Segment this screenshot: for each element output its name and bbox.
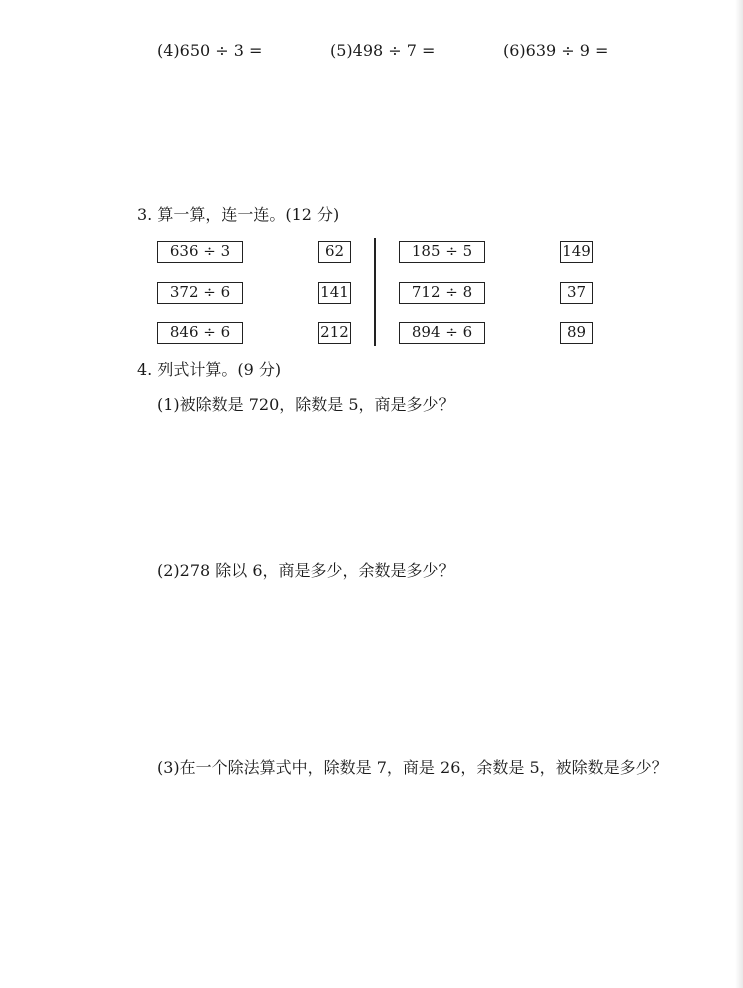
- right-expression-box: 712 ÷ 8: [399, 282, 485, 304]
- left-expression-box: 372 ÷ 6: [157, 282, 243, 304]
- left-answer-box: 212: [318, 322, 351, 344]
- problem-5: (5)498 ÷ 7 =: [330, 41, 436, 60]
- right-expression-box: 185 ÷ 5: [399, 241, 485, 263]
- left-answer-box: 141: [318, 282, 351, 304]
- page-edge-shadow: [735, 0, 743, 988]
- section-4-heading: 4. 列式计算。(9 分): [137, 360, 282, 379]
- question-3: (3)在一个除法算式中，除数是 7，商是 26，余数是 5，被除数是多少？: [157, 758, 668, 777]
- problem-4: (4)650 ÷ 3 =: [157, 41, 263, 60]
- right-answer-box: 89: [560, 322, 593, 344]
- left-expression-box: 636 ÷ 3: [157, 241, 243, 263]
- question-2: (2)278 除以 6，商是多少，余数是多少？: [157, 561, 455, 580]
- column-divider: [374, 238, 376, 346]
- question-1: (1)被除数是 720，除数是 5，商是多少？: [157, 395, 455, 414]
- left-expression-box: 846 ÷ 6: [157, 322, 243, 344]
- left-answer-box: 62: [318, 241, 351, 263]
- right-answer-box: 149: [560, 241, 593, 263]
- right-expression-box: 894 ÷ 6: [399, 322, 485, 344]
- section-3-heading: 3. 算一算，连一连。(12 分): [137, 205, 340, 224]
- right-answer-box: 37: [560, 282, 593, 304]
- problem-6: (6)639 ÷ 9 =: [503, 41, 609, 60]
